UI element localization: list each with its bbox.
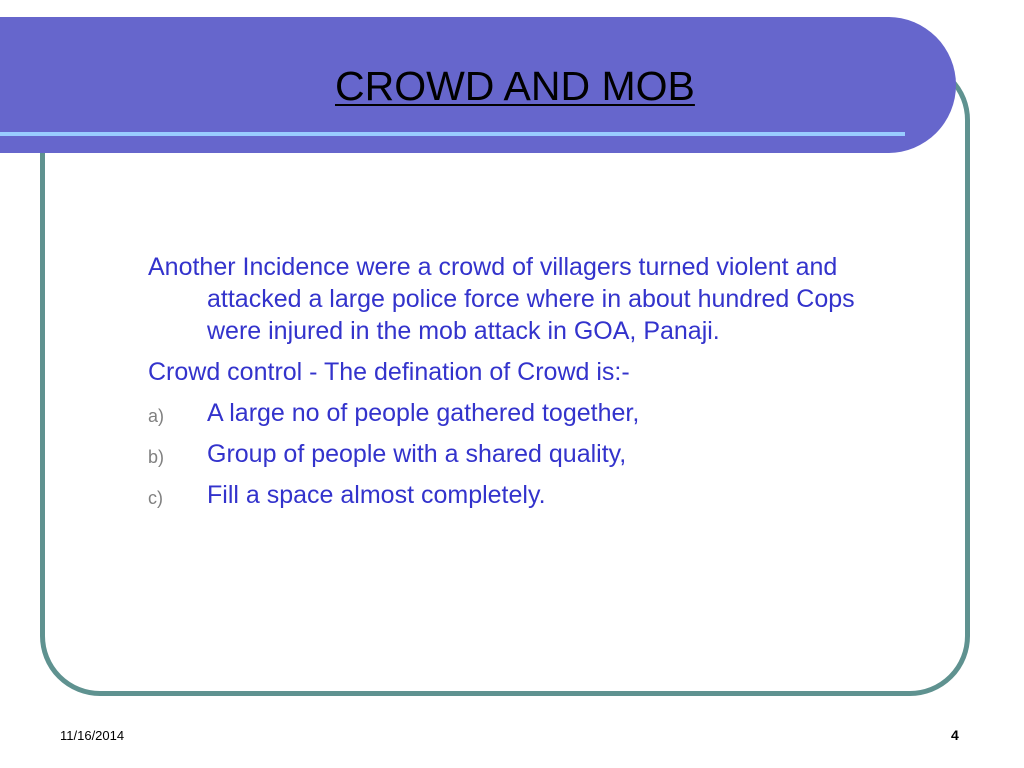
- list-item-text: Fill a space almost completely.: [207, 481, 546, 509]
- list-marker: c): [148, 488, 163, 508]
- footer-date: 11/16/2014: [60, 728, 125, 743]
- list-item-text: A large no of people gathered together,: [207, 399, 640, 427]
- slide-body: [148, 251, 908, 520]
- slide-title: CROWD AND MOB: [335, 63, 695, 109]
- body-paragraph: Crowd control - The defination of Crowd is:-: [148, 358, 630, 386]
- body-paragraph: Another Incidence were a crowd of villagers turned violent and attacked a large police force where in about hundred Cops were injured in the mob attack in GOA, Panaji.: [148, 253, 855, 345]
- title-divider: [0, 132, 905, 136]
- list-item: [148, 438, 908, 470]
- page-number: 4: [951, 727, 959, 743]
- list-item: [148, 479, 908, 511]
- list-marker: b): [148, 447, 165, 467]
- list-item: [148, 397, 908, 429]
- list-marker: a): [148, 406, 165, 426]
- list-item-text: Group of people with a shared quality,: [207, 440, 627, 468]
